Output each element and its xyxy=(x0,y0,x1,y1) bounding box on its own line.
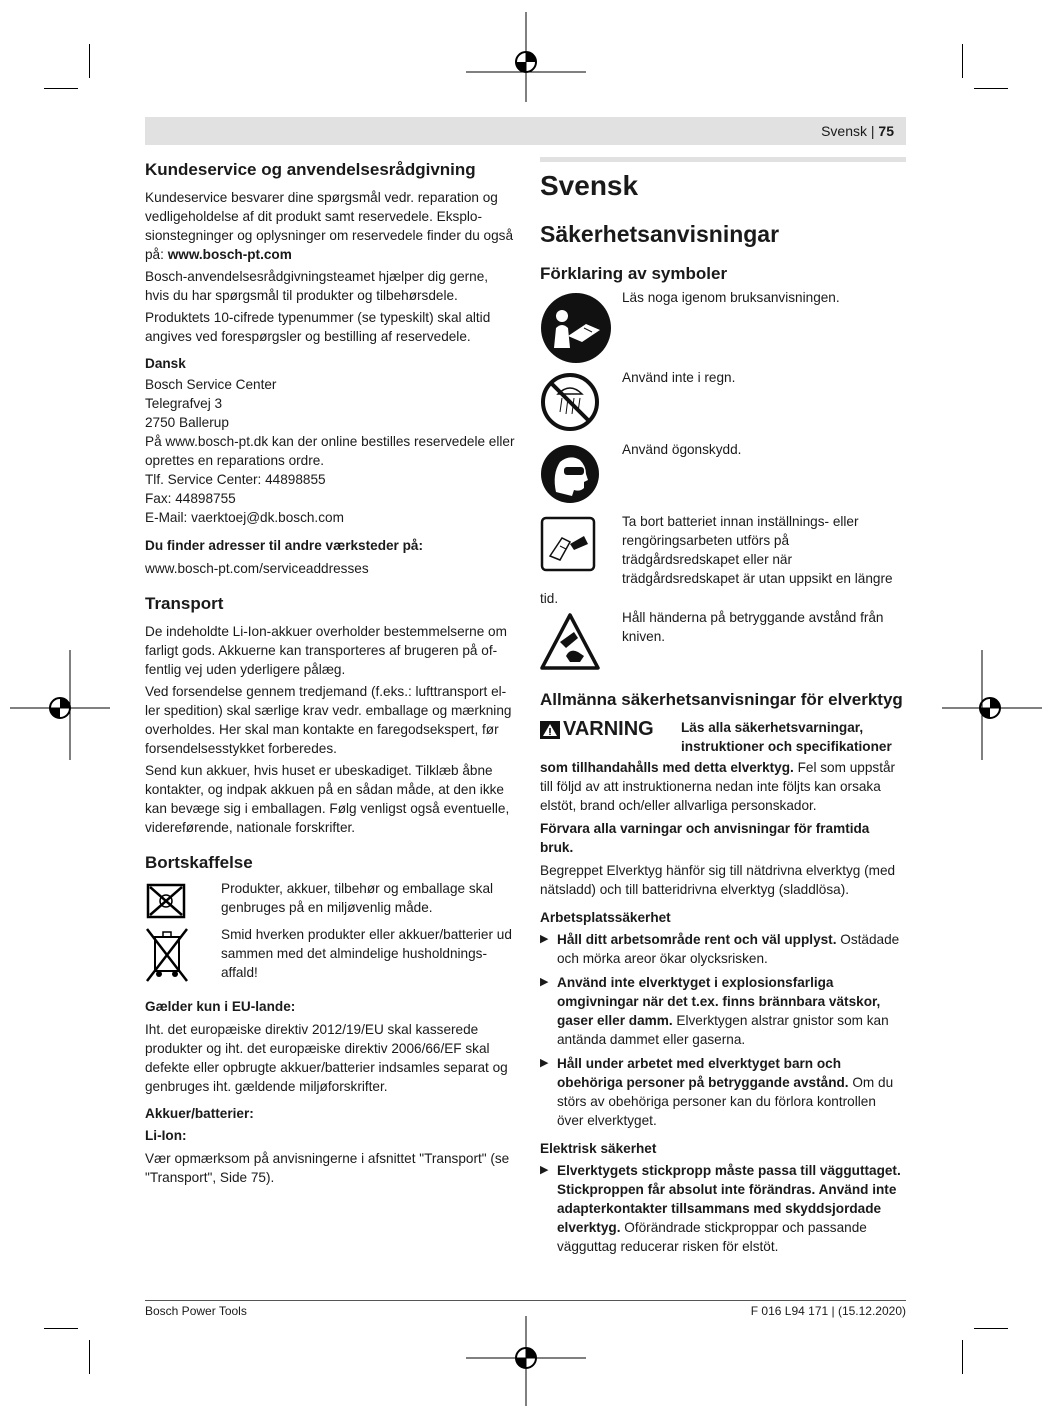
footer-brand: Bosch Power Tools xyxy=(145,1304,247,1318)
registration-mark-icon xyxy=(466,1316,586,1406)
remove-battery-icon xyxy=(540,516,596,572)
crop-mark xyxy=(974,1328,1008,1329)
type-number-paragraph: Produktets 10-cifrede typenummer (se typeskilt) skal altid angives ved forespørgsler og bestilling af reservedele. xyxy=(145,310,491,344)
warning-paragraph xyxy=(540,758,906,815)
transport-paragraph: De indeholdte Li-Ion-akkuer overholder bestemmelserne om farligt gods. Akkuerne kan transporteres af brugeren på offentlig vej uden yderligere pålæg. xyxy=(145,624,507,677)
batteries-heading: Akkuer/batterier: xyxy=(145,1106,254,1121)
bullet-text: Oförändrade stickproppar och passande vägguttag reducerar risken för elstöt. xyxy=(557,1220,867,1254)
crossed-bin-icon xyxy=(145,927,189,983)
advice-team-paragraph: Bosch-anvendelsesrådgivningsteamet hjælper dig gerne, hvis du har spørgsmål til produkter og tilbehørsdele. xyxy=(145,269,489,303)
section-rule xyxy=(540,157,906,162)
bullet-bold: Håll ditt arbetsområde rent och väl upplyst. xyxy=(557,932,837,947)
page-header xyxy=(145,117,906,145)
disposal-item xyxy=(145,881,515,925)
address-line: Telegrafvej 3 xyxy=(145,396,223,411)
warning-label-text: VARNING xyxy=(563,718,654,740)
symbol-row xyxy=(540,612,906,680)
right-column xyxy=(540,158,906,1261)
recycle-box-icon xyxy=(145,881,189,925)
address-line: 2750 Ballerup xyxy=(145,415,229,430)
page-number: 75 xyxy=(878,123,894,139)
registration-mark-icon xyxy=(10,650,110,760)
left-column xyxy=(145,158,515,1190)
crop-mark xyxy=(962,44,963,78)
definition-paragraph: Begreppet Elverktyg hänför sig till nätdrivna elverktyg (med nätsladd) och till batteridrivna elverktyg (sladdlösa). xyxy=(540,863,896,897)
symbol-text: Använd inte i regn. xyxy=(622,370,736,385)
eu-heading: Gælder kun i EU-lande: xyxy=(145,999,296,1014)
keep-instructions-text: Förvara alla varningar och anvisningar för framtida bruk. xyxy=(540,821,870,855)
footer-doc-id: F 016 L94 171 | (15.12.2020) xyxy=(750,1304,906,1318)
bullet-text: Elverktygen alstrar gnistor som kan antända dammet eller gaserna. xyxy=(557,1013,889,1047)
find-addresses-heading: Du finder adresser til andre værksteder på: xyxy=(145,538,424,553)
page-footer xyxy=(145,1300,906,1318)
bullet-item xyxy=(540,930,906,968)
bullet-text: Om du störs av obehöriga personer kan du förlora kontrollen över elverktyget. xyxy=(557,1075,894,1128)
phone-number: Tlf. Service Center: 44898855 xyxy=(145,472,326,487)
symbol-text-tail: tid. xyxy=(540,591,559,606)
bullet-text: Ostädade och mörka areor ökar olycksrisken. xyxy=(557,932,900,966)
symbol-row xyxy=(540,444,906,508)
symbol-text: Ta bort batteriet innan inställnings- eller rengöringsarbeten utförs på trädgårdsredskapet eller när trädgårdsredskapet är utan uppsikt en längre xyxy=(622,514,893,586)
customer-service-paragraph xyxy=(145,188,515,264)
disposal-item-text: Produkter, akkuer, tilbehør og emballage skal genbruges på en miljøvenlig måde. xyxy=(221,881,494,915)
bullet-bold: Håll under arbetet med elverktyget barn och obehöriga personer på betryggande avstånd. xyxy=(557,1056,849,1090)
header-separator: | xyxy=(870,123,875,139)
symbol-row xyxy=(540,372,906,436)
country-heading: Dansk xyxy=(145,356,186,371)
no-rain-icon xyxy=(540,372,600,432)
customer-service-heading: Kundeservice og anvendelsesrådgivning xyxy=(145,160,476,179)
warning-label xyxy=(540,720,654,739)
liion-heading: Li-Ion: xyxy=(145,1128,187,1143)
bullet-item xyxy=(540,1161,906,1256)
header-language: Svensk xyxy=(821,123,867,139)
electrical-heading: Elektrisk säkerhet xyxy=(540,1141,657,1156)
warning-block xyxy=(540,718,906,758)
disposal-item xyxy=(145,927,515,991)
registration-mark-icon xyxy=(942,650,1042,760)
symbol-text: Läs noga igenom bruksanvisningen. xyxy=(622,290,840,305)
warning-triangle-icon xyxy=(540,721,560,739)
online-order-text: På www.bosch-pt.dk kan der online bestilles reservedele eller oprettes en reparations ordre. xyxy=(145,434,515,468)
warning-bold-text: Läs alla säkerhetsvarningar, instruktioner och specifikationer xyxy=(681,720,892,754)
page-title: Svensk xyxy=(540,170,639,201)
safety-title: Säkerhetsanvisningar xyxy=(540,221,780,247)
workplace-heading: Arbetsplatssäkerhet xyxy=(540,910,671,925)
symbol-text: Håll händerna på betryggande avstånd från kniven. xyxy=(622,610,884,644)
symbol-row xyxy=(540,292,906,364)
transport-paragraph: Ved forsendelse gennem tredjemand (f.eks.: lufttransport eller spedition) skal særlige krav vedr. emballage og mærkning overholdes. Her skal man kontakte en faregodsekspert, før forsendelsesstykket forberedes. xyxy=(145,684,512,756)
service-addresses-link[interactable]: www.bosch-pt.com/serviceaddresses xyxy=(145,561,369,576)
crop-mark xyxy=(974,88,1008,89)
address-line: Bosch Service Center xyxy=(145,377,277,392)
read-manual-icon xyxy=(540,292,612,364)
bullet-bold: Använd inte elverktyget i explosionsfarliga omgivningar när det t.ex. finns brännbara vätskor, gaser eller damm. xyxy=(557,975,881,1028)
liion-text: Vær opmærksom på anvisningerne i afsnittet "Transport" (se "Transport", Side 75). xyxy=(145,1151,510,1185)
bosch-pt-link[interactable]: www.bosch-pt.com xyxy=(167,247,292,262)
keep-hands-away-icon xyxy=(540,612,600,672)
fax-number: Fax: 44898755 xyxy=(145,491,236,506)
disposal-heading: Bortskaffelse xyxy=(145,853,253,872)
bullet-bold: Elverktygets stickpropp måste passa till vägguttaget. Stickproppen får absolut inte förändras. Använd inte adapterkontakter tillsammans med skyddsjordade elverktyg. xyxy=(557,1163,901,1235)
symbol-row xyxy=(540,516,906,604)
bullet-item xyxy=(540,973,906,1049)
disposal-item-text: Smid hverken produkter eller akkuer/batterier ud sammen med det almindelige husholdningsaffald! xyxy=(221,927,512,980)
transport-paragraph: Send kun akkuer, hvis huset er ubeskadiget. Tilklæb åbne kontakter, og indpak akkuen på en sådan måde, at den ikke kan bevæge sig i emballagen. Følg venligst også eventuelle, videreførende, nationale forskrifter. xyxy=(145,763,510,835)
crop-mark xyxy=(44,1328,78,1329)
symbols-heading: Förklaring av symboler xyxy=(540,264,728,283)
crop-mark xyxy=(89,1340,90,1374)
bullet-item xyxy=(540,1054,906,1130)
crop-mark xyxy=(89,44,90,78)
warning-text: Fel som uppstår till följd av att instruktionerna nedan inte följts kan orsaka elstöt, brand och/eller allvarliga personskador. xyxy=(540,760,896,813)
eu-text: Iht. det europæiske direktiv 2012/19/EU skal kasserede produkter og iht. det europæiske direktiv 2006/66/EF skal defekte eller opbrugte akkuer/batterier indsamles separat og genbruges iht. gældende miljøforskrifter. xyxy=(145,1022,508,1094)
email-address: E-Mail: vaerktoej@dk.bosch.com xyxy=(145,510,344,525)
warning-bold-continuation: som tillhandahålls med detta elverktyg. xyxy=(540,760,794,775)
transport-heading: Transport xyxy=(145,594,224,613)
crop-mark xyxy=(44,88,78,89)
customer-service-text: Kundeservice besvarer dine spørgsmål vedr. reparation og vedligeholdelse af dit produkt samt reservedele. Eksplosionstegninger og oplysninger om reservedele finder du også på: xyxy=(145,190,514,262)
eye-protection-icon xyxy=(540,444,600,504)
page-header-label xyxy=(821,123,894,139)
general-safety-heading: Allmänna säkerhetsanvisningar för elverktyg xyxy=(540,690,903,709)
registration-mark-icon xyxy=(466,12,586,102)
symbol-text: Använd ögonskydd. xyxy=(622,442,742,457)
crop-mark xyxy=(962,1340,963,1374)
